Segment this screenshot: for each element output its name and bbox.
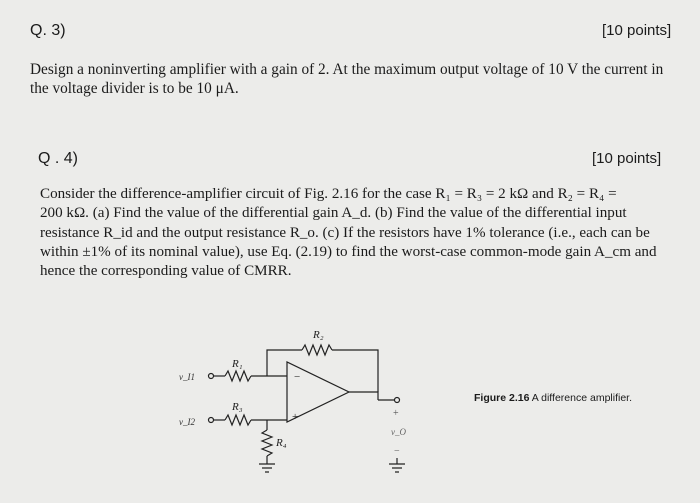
q4-label: Q . 4) bbox=[38, 150, 79, 167]
feedback-wire-right bbox=[332, 350, 378, 392]
r3-resistor bbox=[225, 415, 251, 425]
difference-amplifier-circuit bbox=[175, 320, 435, 480]
output-ground-icon bbox=[389, 458, 405, 472]
r4-label: R₄ bbox=[276, 437, 287, 449]
q4-text-line-5: hence the corresponding value of CMRR. bbox=[40, 263, 292, 280]
r1-label: R₁ bbox=[232, 358, 243, 370]
q3-label: Q. 3) bbox=[30, 22, 66, 39]
vi2-label: v_I2 bbox=[179, 417, 195, 427]
r4-resistor bbox=[262, 430, 272, 456]
figure-caption-text: A difference amplifier. bbox=[531, 392, 632, 404]
r1-resistor bbox=[225, 371, 251, 381]
r2-label: R₂ bbox=[313, 329, 324, 341]
vo-label: v_O bbox=[391, 427, 406, 437]
q4-text-line-3: resistance R_id and the output resistance R_o. (c) If the resistors have 1% tolerance (i.e., each can be bbox=[40, 224, 650, 241]
ground-icon bbox=[259, 464, 275, 472]
q3-text-line-1: Design a noninverting amplifier with a gain of 2. At the maximum output voltage of 10 V the current in bbox=[30, 61, 664, 78]
vo-minus-sign: − bbox=[394, 446, 400, 457]
q3-text bbox=[30, 60, 678, 98]
q4-text-line-2: 200 kΩ. (a) Find the value of the differential gain A_d. (b) Find the value of the differential input bbox=[40, 205, 627, 222]
opamp-minus-sign: − bbox=[294, 371, 301, 383]
q3-text-line-2: the voltage divider is to be 10 μA. bbox=[30, 80, 239, 97]
figure-caption bbox=[474, 392, 632, 404]
vi1-label: v_I1 bbox=[179, 372, 195, 382]
q3-points: [10 points] bbox=[602, 22, 672, 39]
q4-text bbox=[40, 185, 672, 281]
q4-text-line-4: within ±1% of its nominal value), use Eq. (2.19) to find the worst-case common-mode gain A_cm and bbox=[40, 243, 657, 260]
vi1-terminal bbox=[209, 374, 214, 379]
q4-text-line-1: Consider the difference-amplifier circuit of Fig. 2.16 for the case R₁ = R₃ = 2 kΩ and R₂ = R₄ = bbox=[40, 186, 617, 202]
vo-plus-sign: + bbox=[393, 408, 399, 419]
opamp-plus-sign: + bbox=[292, 411, 299, 423]
vi2-terminal bbox=[209, 418, 214, 423]
r3-label: R₃ bbox=[232, 401, 243, 413]
output-wire bbox=[349, 392, 378, 400]
figure-caption-number: Figure 2.16 bbox=[474, 392, 530, 404]
r2-resistor bbox=[302, 345, 332, 355]
vo-terminal bbox=[395, 398, 400, 403]
q4-points: [10 points] bbox=[592, 150, 662, 167]
